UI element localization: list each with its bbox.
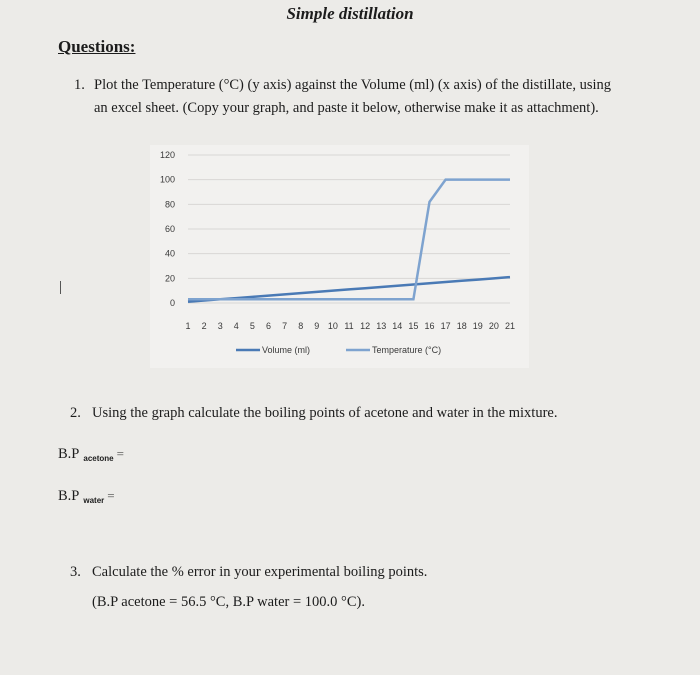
- x-tick-label: 17: [440, 321, 451, 331]
- distillation-chart: [150, 145, 529, 368]
- x-tick-label: 15: [408, 321, 419, 331]
- bp-water-label: B.P: [58, 488, 80, 504]
- y-tick-label: 120: [159, 150, 175, 160]
- y-tick-label: 100: [159, 174, 175, 185]
- bp-acetone-label: B.P: [58, 446, 80, 462]
- question-1-number: 1.: [74, 77, 85, 93]
- x-tick-label: 11: [344, 321, 354, 331]
- question-2-text: Using the graph calculate the boiling points of acetone and water in the mixture.: [92, 405, 558, 421]
- question-3-text-line1: Calculate the % error in your experimental boiling points.: [92, 564, 428, 580]
- x-tick-label: 6: [265, 321, 272, 331]
- x-tick-label: 10: [327, 321, 338, 331]
- x-tick-label: 2: [201, 321, 207, 331]
- question-3-number: 3.: [70, 564, 81, 580]
- y-tick-label: 80: [164, 199, 175, 210]
- x-tick-label: 3: [217, 321, 223, 331]
- question-1-text-line2: an excel sheet. (Copy your graph, and paste it below, otherwise make it as attachment).: [94, 100, 599, 116]
- x-tick-label: 5: [249, 321, 255, 331]
- question-3-text-line2: (B.P acetone = 56.5 °C, B.P water = 100.0 °C).: [92, 594, 365, 610]
- x-tick-label: 16: [424, 321, 435, 331]
- y-tick-label: 20: [164, 273, 175, 284]
- bp-water-equals: =: [107, 488, 115, 503]
- bp-acetone-subscript: acetone: [83, 454, 114, 463]
- x-tick-label: 12: [360, 321, 371, 331]
- x-tick-label: 14: [392, 321, 403, 331]
- y-tick-label: 0: [169, 298, 175, 308]
- x-tick-label: 9: [314, 321, 320, 331]
- questions-heading: Questions:: [58, 37, 136, 56]
- chart-svg: [150, 145, 529, 368]
- x-tick-label: 21: [504, 321, 516, 331]
- text-cursor: [60, 281, 61, 294]
- legend-label-2: Temperature (°C): [372, 345, 442, 355]
- y-tick-label: 40: [164, 248, 175, 259]
- question-1-text-line1: Plot the Temperature (°C) (y axis) against the Volume (ml) (x axis) of the distillate, using: [94, 77, 612, 93]
- x-tick-label: 4: [233, 321, 239, 331]
- x-tick-label: 18: [456, 321, 467, 331]
- bp-acetone-line: [58, 446, 124, 463]
- x-tick-label: 20: [488, 321, 499, 331]
- x-tick-label: 8: [298, 321, 304, 331]
- y-tick-label: 60: [164, 224, 175, 234]
- legend-label-1: Volume (ml): [262, 345, 311, 355]
- bp-water-subscript: water: [83, 496, 105, 505]
- x-tick-label: 7: [282, 321, 288, 331]
- x-tick-label: 1: [185, 321, 191, 331]
- bp-acetone-equals: =: [116, 446, 124, 461]
- question-2-number: 2.: [70, 405, 81, 421]
- x-tick-label: 19: [472, 321, 483, 331]
- bp-water-line: [58, 488, 115, 505]
- x-tick-label: 13: [376, 321, 387, 331]
- page-title: Simple distillation: [286, 4, 414, 23]
